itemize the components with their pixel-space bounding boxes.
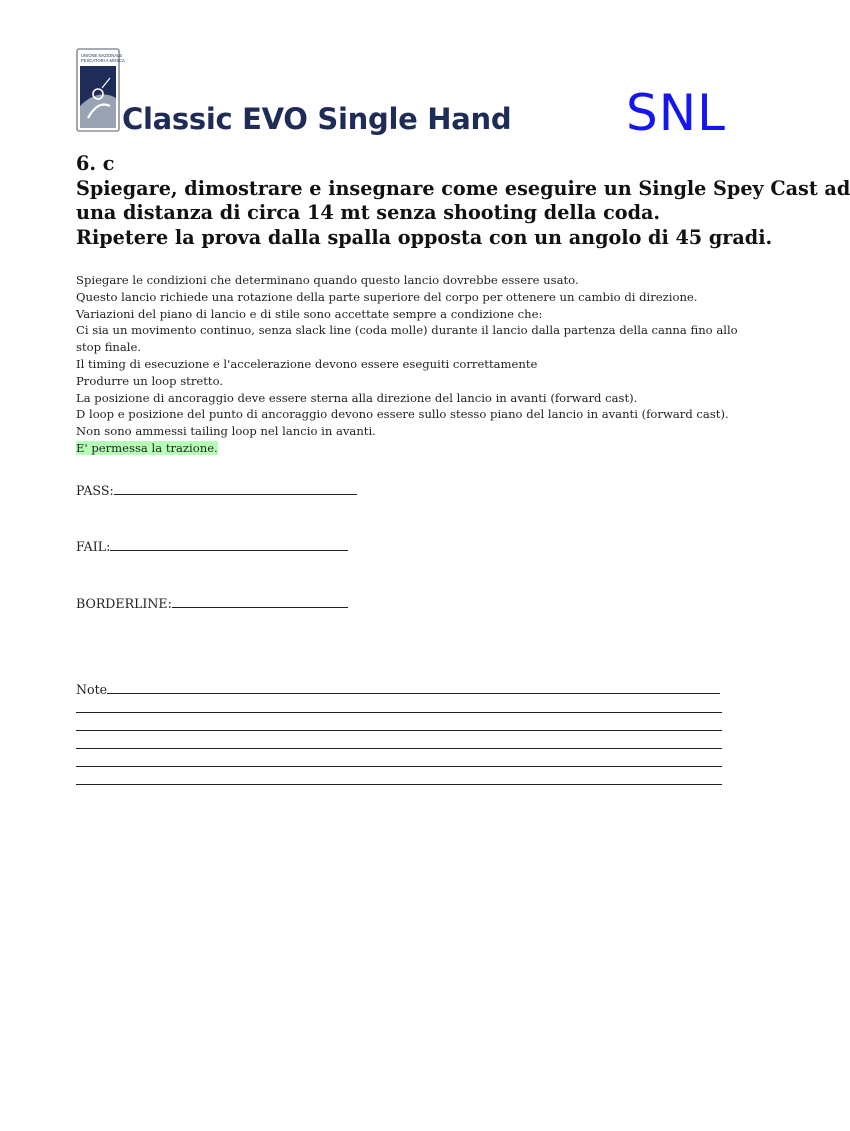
task-line: Spiegare, dimostrare e insegnare come eseguire un Single Spey Cast ad	[76, 176, 850, 200]
task-line: Ripetere la prova dalla spalla opposta con un angolo di 45 gradi.	[76, 225, 773, 249]
borderline-field[interactable]	[76, 596, 348, 611]
criteria-line: Variazioni del piano di lancio e di stile sono accettate sempre a condizione che:	[76, 306, 543, 321]
criteria-line: D loop e posizione del punto di ancoraggio devono essere sullo stesso piano del lancio in avanti (forward cast).	[76, 407, 729, 422]
criteria-line: Ci sia un movimento continuo, senza slack line (coda molle) durante il lancio dalla partenza della canna fino allo	[76, 323, 738, 338]
note-line[interactable]	[76, 748, 722, 749]
unione-nazionale-pescatori-a-mosca-logo	[76, 48, 125, 132]
task-heading	[76, 152, 850, 250]
task-number: 6. c	[76, 152, 115, 175]
pass-field[interactable]	[76, 483, 357, 498]
criteria-text	[76, 272, 736, 457]
criteria-line: Questo lancio richiede una rotazione della parte superiore del corpo per ottenere un cambio di direzione.	[76, 289, 698, 304]
note-line[interactable]	[76, 730, 722, 731]
criteria-line: stop finale.	[76, 340, 142, 355]
note-label: Note	[76, 682, 108, 697]
borderline-label: BORDERLINE:	[76, 596, 172, 611]
borderline-blank[interactable]	[172, 597, 348, 608]
fail-blank[interactable]	[110, 540, 348, 551]
highlighted-criteria-line: E' permessa la trazione.	[76, 440, 218, 455]
criteria-line: Non sono ammessi tailing loop nel lancio in avanti.	[76, 424, 376, 439]
level-code: SNL	[626, 84, 726, 142]
pass-blank[interactable]	[114, 484, 357, 495]
note-line[interactable]	[76, 784, 722, 785]
note-line[interactable]	[76, 712, 722, 713]
fail-field[interactable]	[76, 539, 348, 554]
svg-text:UNIONE NAZIONALE: UNIONE NAZIONALE	[81, 53, 123, 58]
fail-label: FAIL:	[76, 539, 111, 554]
document-title: Classic EVO Single Hand	[122, 102, 512, 136]
criteria-line: Spiegare le condizioni che determinano quando questo lancio dovrebbe essere usato.	[76, 273, 579, 287]
pass-label: PASS:	[76, 483, 114, 498]
note-blank[interactable]	[107, 683, 720, 694]
criteria-line: Produrre un loop stretto.	[76, 373, 224, 388]
note-line[interactable]	[76, 766, 722, 767]
svg-text:PESCATORI A MOSCA: PESCATORI A MOSCA	[81, 58, 125, 63]
note-field[interactable]	[76, 682, 722, 697]
task-line: una distanza di circa 14 mt senza shooting della coda.	[76, 201, 661, 224]
criteria-line: Il timing di esecuzione e l'accelerazione devono essere eseguiti correttamente	[76, 356, 538, 371]
criteria-line: La posizione di ancoraggio deve essere sterna alla direzione del lancio in avanti (forward cast).	[76, 390, 638, 405]
